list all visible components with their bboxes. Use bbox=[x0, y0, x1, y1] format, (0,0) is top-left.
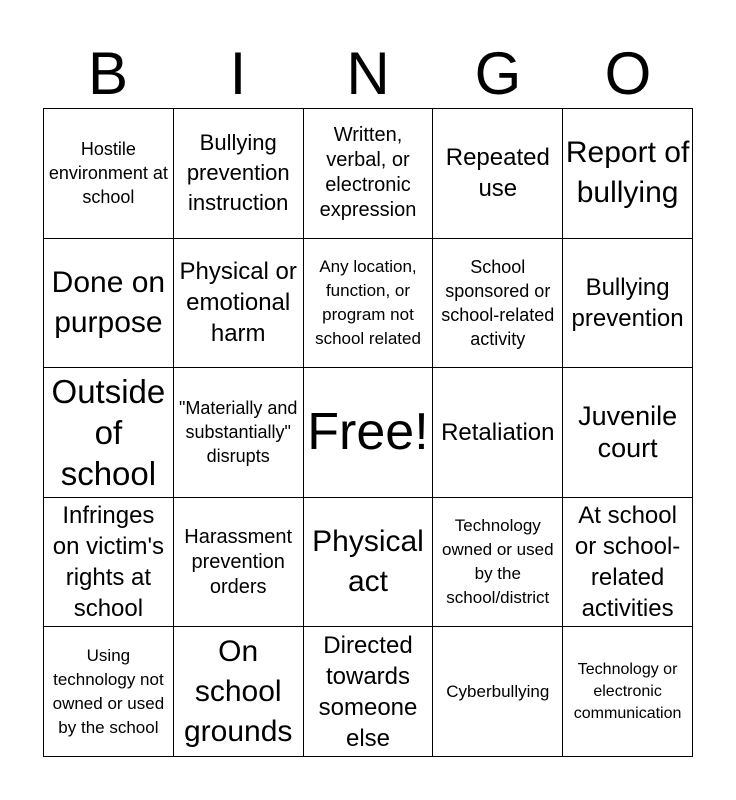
header-letter-b: B bbox=[87, 40, 129, 107]
bingo-cell[interactable] bbox=[174, 627, 304, 757]
cell-text: "Materially and substantially" disrupts bbox=[178, 398, 298, 467]
bingo-cell[interactable] bbox=[433, 368, 563, 498]
bingo-cell[interactable] bbox=[563, 627, 693, 757]
bingo-cell[interactable] bbox=[563, 109, 693, 239]
cell-text: At school or school-related activities bbox=[574, 502, 681, 623]
bingo-cell[interactable] bbox=[174, 239, 304, 369]
bingo-cell[interactable] bbox=[433, 627, 563, 757]
cell-text: Done on purpose bbox=[51, 265, 166, 339]
bingo-cell[interactable] bbox=[174, 109, 304, 239]
free-space-text: Free! bbox=[307, 403, 429, 462]
cell-text: Harassment prevention orders bbox=[184, 525, 293, 598]
bingo-cell[interactable] bbox=[304, 239, 434, 369]
bingo-cell[interactable] bbox=[44, 627, 174, 757]
header-letter-n: N bbox=[346, 40, 390, 107]
cell-text: On school grounds bbox=[183, 634, 293, 748]
cell-text: Directed towards someone else bbox=[318, 631, 418, 752]
cell-text: Technology owned or used by the school/district bbox=[442, 516, 554, 608]
cell-text: Report of bullying bbox=[565, 136, 690, 210]
cell-text: Any location, function, or program not school related bbox=[315, 256, 421, 348]
cell-text: School sponsored or school-related activity bbox=[441, 256, 555, 349]
bingo-cell[interactable] bbox=[44, 498, 174, 628]
bingo-cell[interactable] bbox=[44, 368, 174, 498]
cell-text: Infringes on victim's rights at school bbox=[52, 502, 165, 623]
header-letter-o: O bbox=[604, 40, 652, 107]
cell-text: Repeated use bbox=[445, 144, 550, 203]
header-letter-i: I bbox=[229, 40, 247, 107]
bingo-cell[interactable] bbox=[433, 239, 563, 369]
cell-text: Retaliation bbox=[441, 418, 555, 446]
bingo-header bbox=[43, 40, 693, 108]
cell-text: Juvenile court bbox=[578, 401, 678, 464]
cell-text: Physical act bbox=[312, 525, 424, 599]
cell-text: Hostile environment at school bbox=[48, 139, 168, 208]
cell-text: Technology or electronic communication bbox=[573, 660, 682, 722]
cell-text: Written, verbal, or electronic expression bbox=[319, 124, 417, 222]
bingo-cell[interactable] bbox=[44, 109, 174, 239]
cell-text: Using technology not owned or used by the school bbox=[52, 645, 165, 737]
bingo-cell[interactable] bbox=[174, 498, 304, 628]
bingo-cell[interactable] bbox=[433, 109, 563, 239]
bingo-cell[interactable] bbox=[304, 627, 434, 757]
bingo-board bbox=[43, 108, 693, 757]
bingo-cell[interactable] bbox=[44, 239, 174, 369]
cell-text: Bullying prevention bbox=[571, 273, 684, 332]
header-letter-g: G bbox=[474, 40, 522, 107]
bingo-cell[interactable] bbox=[304, 498, 434, 628]
bingo-cell[interactable] bbox=[304, 109, 434, 239]
cell-text: Cyberbullying bbox=[446, 681, 550, 701]
bingo-cell[interactable] bbox=[563, 239, 693, 369]
bingo-cell[interactable] bbox=[433, 498, 563, 628]
bingo-cell[interactable] bbox=[563, 498, 693, 628]
cell-text: Bullying prevention instruction bbox=[186, 130, 290, 216]
bingo-cell[interactable] bbox=[563, 368, 693, 498]
cell-text: Physical or emotional harm bbox=[179, 258, 297, 348]
cell-text: Outside of school bbox=[51, 372, 166, 492]
bingo-cell[interactable] bbox=[174, 368, 304, 498]
free-space-cell[interactable] bbox=[304, 368, 434, 498]
